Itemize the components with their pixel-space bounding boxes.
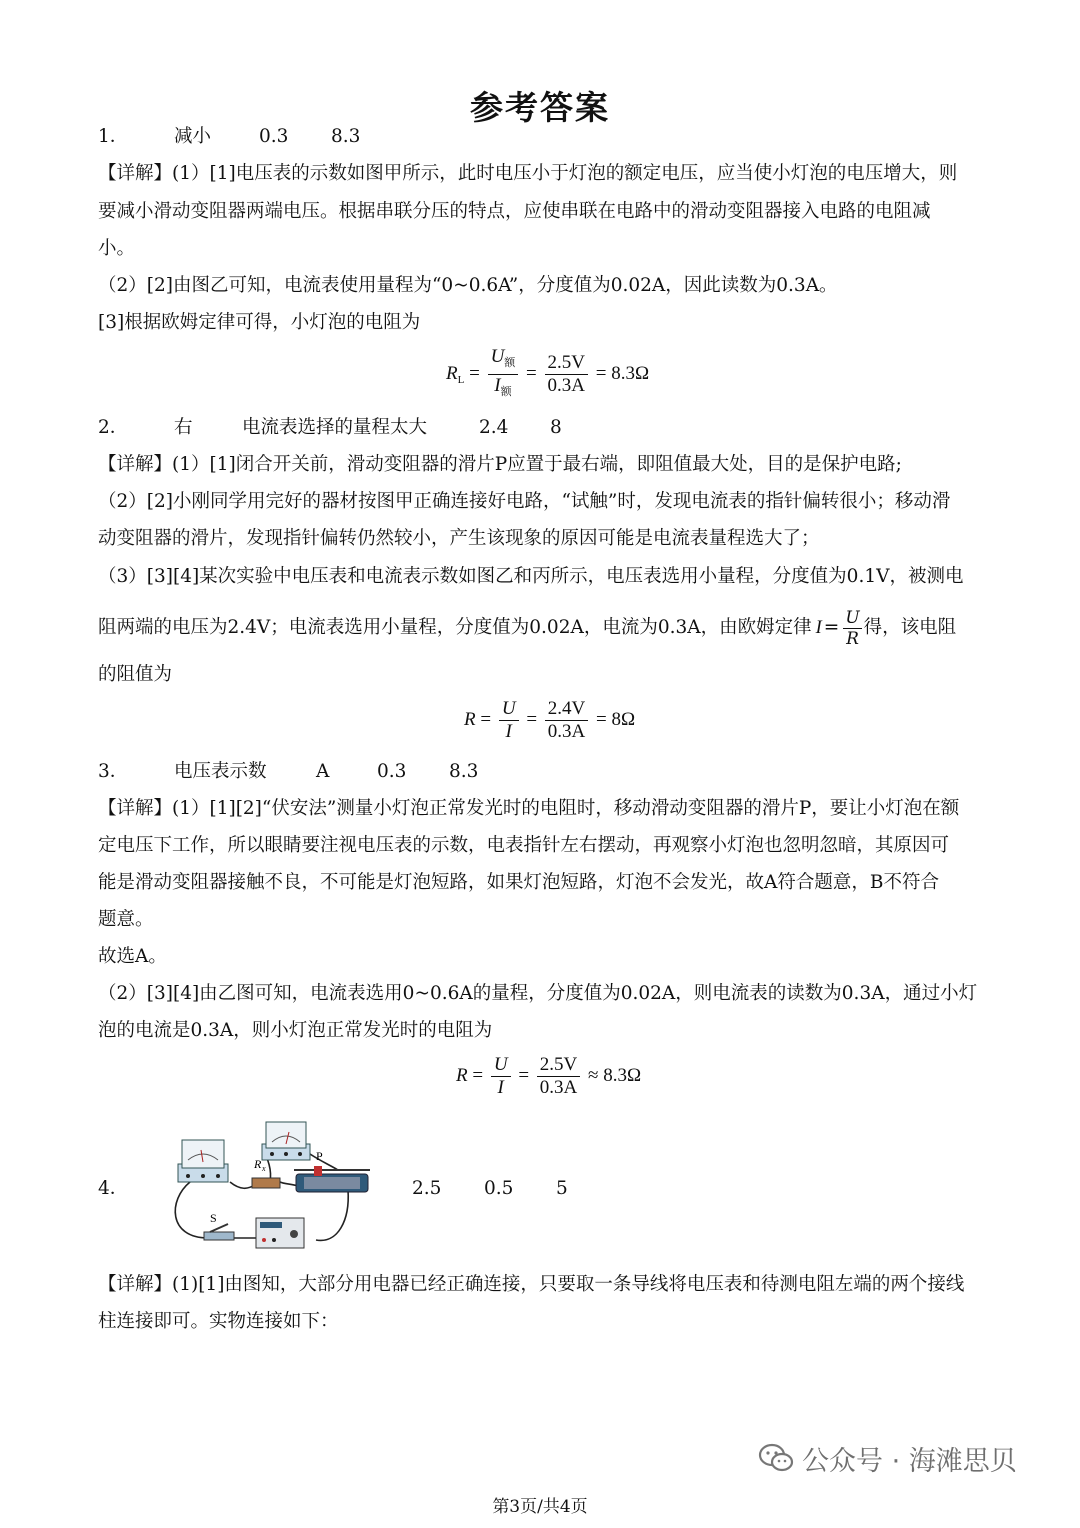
svg-text:R: R (254, 1157, 262, 1171)
q3-detail-line: 故选A。 (98, 946, 167, 967)
formula-fraction: $\frac{U_额}{I_额}$ (488, 346, 519, 403)
svg-text:S: S (210, 1211, 217, 1225)
switch-icon (204, 1211, 234, 1240)
q1-detail-line: [3]根据欧姆定律可得，小灯泡的电阻为 (98, 312, 421, 333)
q2-detail-line: （2）[2]小刚同学用完好的器材按图甲正确连接好电路，“试触”时，发现电流表的指针偏转很小；移动滑 (98, 491, 951, 512)
ohm-law-fraction: $\frac{U}{R}$ (845, 607, 860, 649)
q1-answer-2: 0.3 (259, 126, 289, 147)
formula-fraction: $\frac{2.5V}{0.3A}$ (545, 352, 588, 397)
q3-detail-line: 定电压下工作，所以眼睛要注视电压表的示数，电表指针左右摆动，再观察小灯泡也忽明忽暗，其原因可 (98, 835, 950, 856)
q2-detail-line: 阻两端的电压为2.4V；电流表选用小量程，分度值为0.02A，电流为0.3A，由欧姆定律 I = $\frac{U}{R}$ 得，该电阻 (98, 607, 957, 649)
q1-number: 1． (98, 126, 129, 147)
q2-answer-1: 右 (174, 417, 193, 438)
q3-number: 3． (98, 761, 129, 782)
power-supply-icon (256, 1218, 304, 1248)
page-footer: 第3页/共4页 (492, 1497, 588, 1517)
q2-detail-line: 【详解】(1）[1]闭合开关前，滑动变阻器的滑片P应置于最右端，即阻值最大处，目的是保护电路; (98, 454, 902, 475)
formula-result: 8.3Ω (611, 362, 650, 384)
q4-answer-3: 5 (556, 1178, 568, 1199)
q1-detail-line: 要减小滑动变阻器两端电压。根据串联分压的特点，应使串联在电路中的滑动变阻器接入电路的电阻减 (98, 201, 931, 222)
voltmeter-icon (262, 1122, 310, 1160)
q3-formula: R = $\frac{U}{I}$ = $\frac{2.5V}{0.3A}$ ≈ 8.3Ω (456, 1054, 642, 1098)
q3-detail-line: 【详解】(1）[1][2]“伏安法”测量小灯泡正常发光时的电阻时，移动滑动变阻器的滑片P，要让小灯泡在额 (98, 798, 960, 819)
q4-answer-2: 0.5 (484, 1178, 514, 1199)
q2-answer-3: 2.4 (479, 417, 509, 438)
q1-formula: $R_L$ = $\frac{U_额}{I_额}$ = $\frac{2.5V}{0.3A}$ = 8.3Ω (446, 346, 649, 403)
q3-detail-line: 能是滑动变阻器接触不良，不可能是灯泡短路，如果灯泡短路，灯泡不会发光，故A符合题意，B不符合 (98, 872, 939, 893)
q2-number: 2． (98, 417, 129, 438)
q3-detail-line: 题意。 (98, 909, 154, 930)
q2-answer-4: 8 (550, 417, 562, 438)
q1-detail-line: 【详解】(1）[1]电压表的示数如图甲所示，此时电压小于灯泡的额定电压，应当使小灯泡的电压增大，则 (98, 163, 958, 184)
formula-relation: = (595, 362, 607, 384)
circuit-diagram (168, 1120, 378, 1250)
q3-answer-4: 8.3 (449, 761, 479, 782)
q2-detail-line: 动变阻器的滑片，发现指针偏转仍然较小，产生该现象的原因可能是电流表量程选大了； (98, 528, 820, 549)
svg-text:x: x (262, 1164, 266, 1173)
q4-detail-line: 【详解】(1)[1]由图知，大部分用电器已经正确连接，只要取一条导线将电压表和待测电阻左端的两个接线 (98, 1274, 965, 1295)
svg-text:P: P (316, 1149, 323, 1163)
q3-answer-2: A (316, 761, 330, 782)
q4-detail-line: 柱连接即可。实物连接如下： (98, 1311, 339, 1332)
watermark (758, 1438, 1017, 1478)
page-title: 参考答案 (470, 88, 610, 127)
q1-detail-line: （2）[2]由图乙可知，电流表使用量程为“0~0.6A”，分度值为0.02A，因此读数为0.3A。 (98, 275, 838, 296)
q3-detail-line: 泡的电流是0.3A，则小灯泡正常发光时的电阻为 (98, 1020, 493, 1041)
q3-answer-1: 电压表示数 (174, 761, 267, 782)
q1-answer-3: 8.3 (331, 126, 361, 147)
q2-formula: R = $\frac{U}{I}$ = $\frac{2.4V}{0.3A}$ = 8Ω (464, 698, 636, 742)
q1-detail-line: 小。 (98, 238, 136, 259)
q2-answer-2: 电流表选择的量程太大 (242, 417, 428, 438)
formula-lhs-sub: L (457, 373, 465, 386)
q3-answer-3: 0.3 (377, 761, 407, 782)
wechat-icon (758, 1442, 794, 1474)
q4-number: 4． (98, 1178, 129, 1199)
q2-detail-line: 的阻值为 (98, 664, 173, 685)
ammeter-icon (178, 1140, 228, 1182)
q4-answer-1: 2.5 (412, 1178, 442, 1199)
resistor-icon (252, 1157, 280, 1188)
watermark-text: 公众号 · 海滩思贝 (802, 1445, 1017, 1477)
formula-lhs: R (446, 362, 458, 384)
q1-answer-1: 减小 (174, 126, 212, 147)
q3-detail-line: （2）[3][4]由乙图可知，电流表选用0~0.6A的量程，分度值为0.02A，则电流表的读数为0.3A，通过小灯 (98, 983, 978, 1004)
q2-detail-line: （3）[3][4]某次实验中电压表和电流表示数如图乙和丙所示，电压表选用小量程，分度值为0.1V，被测电 (98, 566, 964, 587)
